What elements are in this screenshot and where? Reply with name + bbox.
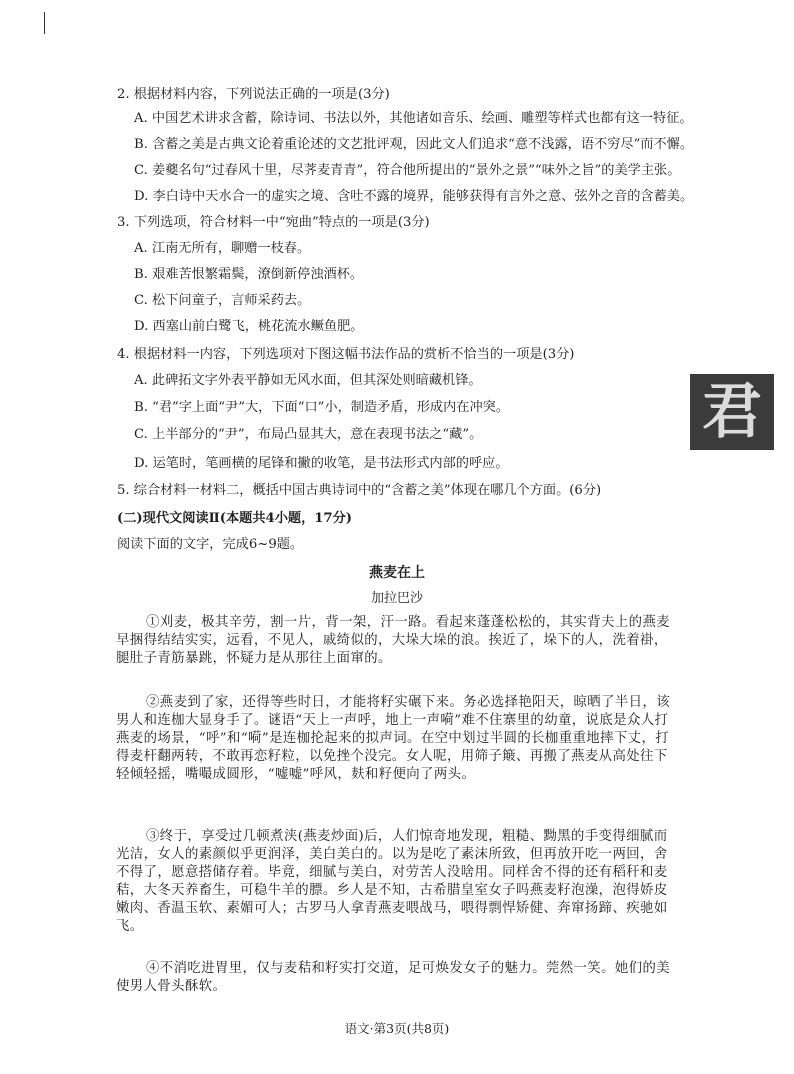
question-4-option-a: A. 此碑拓文字外表平静如无风水面，但其深处则暗藏机锋。 — [134, 373, 482, 388]
question-2-stem: 2. 根据材料内容，下列说法正确的一项是(3分) — [117, 87, 390, 102]
question-4-option-d: D. 运笔时，笔画横的尾锋和撇的收笔，是书法形式内部的呼应。 — [134, 456, 509, 471]
question-4-option-c: C. 上半部分的“尹”，布局凸显其大，意在表现书法之“藏”。 — [134, 427, 483, 442]
page-footer: 语文·第3页(共8页) — [344, 1021, 450, 1036]
question-3-option-d: D. 西塞山前白鹭飞，桃花流水鳜鱼肥。 — [134, 319, 364, 334]
margin-mark — [44, 12, 45, 34]
article-paragraph-4: ④不消吃进胃里，仅与麦秸和籽实打交道，足可焕发女子的魅力。莞然一笑。她们的美使男人骨头酥软。 — [116, 961, 671, 994]
question-3-option-c: C. 松下问童子，言师采药去。 — [134, 293, 311, 308]
question-2-option-a: A. 中国艺术讲求含蓄，除诗词、书法以外，其他诸如音乐、绘画、雕塑等样式也都有这一特征。 — [134, 111, 693, 126]
question-3-option-a: A. 江南无所有，聊赠一枝春。 — [134, 241, 311, 256]
article-author: 加拉巴沙 — [370, 591, 423, 606]
question-4-stem: 4. 根据材料一内容，下列选项对下图这幅书法作品的赏析不恰当的一项是(3分) — [117, 347, 575, 362]
question-3-stem: 3. 下列选项，符合材料一中“宛曲”特点的一项是(3分) — [117, 215, 430, 230]
question-4-option-b: B. “君”字上面“尹”大，下面“口”小，制造矛盾，形成内在冲突。 — [134, 400, 510, 415]
question-2-option-d: D. 李白诗中天水合一的虚实之境、含吐不露的境界，能够获得有言外之意、弦外之音的含蓄美。 — [134, 189, 694, 204]
article-paragraph-3: ③终于，享受过几顿煮浃(燕麦炒面)后，人们惊奇地发现，粗糙、黝黑的手变得细腻而光洁，女人的素颜似乎更润泽，美白美白的。以为是吃了素沫所致，但再放开吃一两回，舍不得了，愿意搭储存着。毕竟，细腻与美白，对劳苦人没啥用。同样舍不得的还有稻秆和麦秸，大冬天养畜生，可稳牛羊的膘。乡人是不知，古希腊皇室女子吗燕麦籽泡澡，泡得娇皮嫩肉、香温玉软、素媚可人；古罗马人拿青燕麦喂战马，喂得剽悍矫健、奔窜扬蹄、疾驰如飞。 — [116, 829, 668, 934]
article-paragraph-2: ②燕麦到了家，还得等些时日，才能将籽实碾下来。务必选择艳阳天，晾晒了半日，该男人和连枷大显身手了。谜语“天上一声呼，地上一声嗬”难不住寨里的幼童，说底是众人打燕麦的场景，“呼”和“嗬”是连枷抡起来的拟声词。在空中划过半圆的长枷重重地摔下丈，打得麦杆翻两转，不敢再恋籽粒，以免挫个没完。女人呢，用筛子簸、再搬了燕麦从高处往下轻倾轻摇，嘴嘬成圆形，“嘘嘘”呼风，麸和籽便向了两头。 — [116, 695, 671, 782]
calligraphy-character: 君 — [702, 377, 762, 447]
question-3-option-b: B. 艰难苦恨繁霜鬓，潦倒新停浊酒杯。 — [134, 267, 364, 282]
question-2-option-c: C. 姜夔名句“过春风十里，尽荠麦青青”，符合他所提出的“景外之景”“味外之旨”的美学主张。 — [134, 163, 681, 178]
question-5-stem: 5. 综合材料一材料二，概括中国古典诗词中的“含蓄之美”体现在哪几个方面。(6分) — [117, 483, 602, 498]
article-paragraph-1: ①刈麦，极其辛劳，割一片，背一架，汗一路。看起来蓬蓬松松的，其实背夫上的燕麦早捆得结结实实，远看，不见人，戚绮似的，大垛大垛的浪。挨近了，垛下的人，洗着褂，腿肚子青筋暴跳，怀疑力是从那往上面窜的。 — [116, 615, 671, 666]
section-instruction: 阅读下面的文字，完成6~9题。 — [117, 537, 304, 552]
section-heading: (二)现代文阅读Ⅱ(本题共4小题，17分) — [117, 511, 353, 526]
question-2-option-b: B. 含蓄之美是古典文论着重论述的文艺批评观，因此文人们追求“意不浅露，语不穷尽”而不懈。 — [134, 137, 694, 152]
article-title: 燕麦在上 — [369, 565, 425, 581]
calligraphy-rubbing-image — [690, 374, 774, 450]
